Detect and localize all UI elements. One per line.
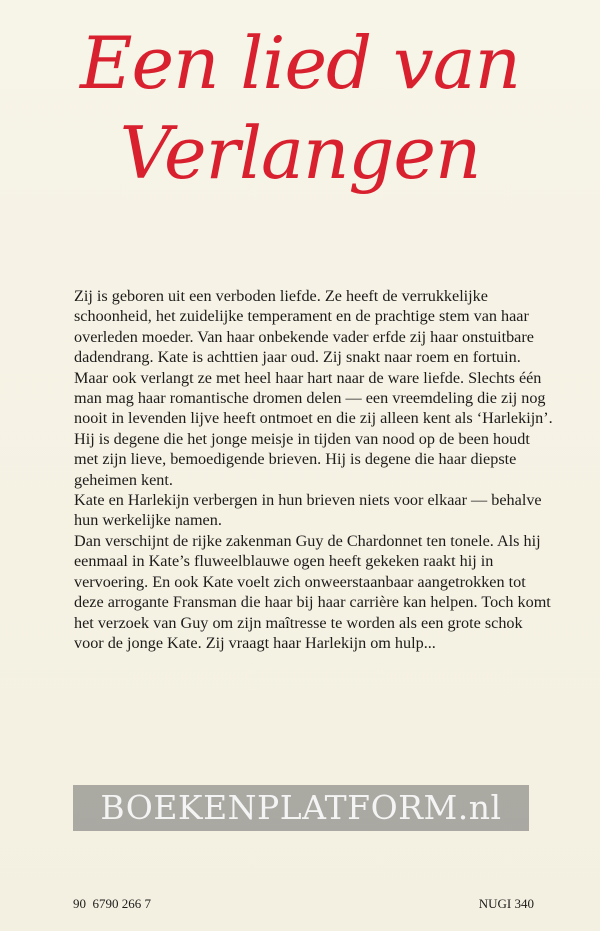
blurb-paragraph-2: Hij is degene die het jonge meisje in tijden van nood op de been houdt met zijn lieve, bemoedigende brieven. Hij is degene die haar diepste geheimen kent. [74, 429, 530, 489]
blurb-paragraph-1: Zij is geboren uit een verboden liefde. Ze heeft de verrukkelijke schoonheid, het zuidelijke temperament en de prachtige stem van haar overleden moeder. Van haar onbekende vader erfde zij haar onstuitbare dadendrang. Kate is achttien jaar oud. Zij snakt naar roem en fortuin. Maar ook verlangt ze met heel haar hart naar de ware liefde. Slechts één man mag haar romantische dromen delen — een vreemdeling die zij nog nooit in levenden lijve heeft ontmoet en die zij alleen kent als ‘Harlekijn’. [74, 287, 553, 428]
book-title [0, 18, 600, 198]
blurb-text [74, 286, 554, 653]
blurb-paragraph-3: Kate en Harlekijn verbergen in hun brieven niets voor elkaar — behalve hun werkelijke namen. [74, 491, 542, 530]
watermark-banner: BOEKENPLATFORM.nl [73, 785, 529, 831]
title-line-2: Verlangen [119, 111, 481, 195]
isbn-number: 90 6790 266 7 [73, 896, 151, 911]
nugi-code: NUGI 340 [478, 896, 534, 911]
title-line-1: Een lied van [79, 21, 521, 105]
blurb-paragraph-4: Dan verschijnt de rijke zakenman Guy de Chardonnet ten tonele. Als hij eenmaal in Kate’s fluweelblauwe ogen heeft gekeken raakt hij in vervoering. En ook Kate voelt zich onweerstaanbaar aangetrokken tot deze arrogante Fransman die haar bij haar carrière kan helpen. Toch komt het verzoek van Guy om zijn maîtresse te worden als een grote schok voor de jonge Kate. Zij vraagt haar Harlekijn om hulp... [74, 531, 551, 652]
